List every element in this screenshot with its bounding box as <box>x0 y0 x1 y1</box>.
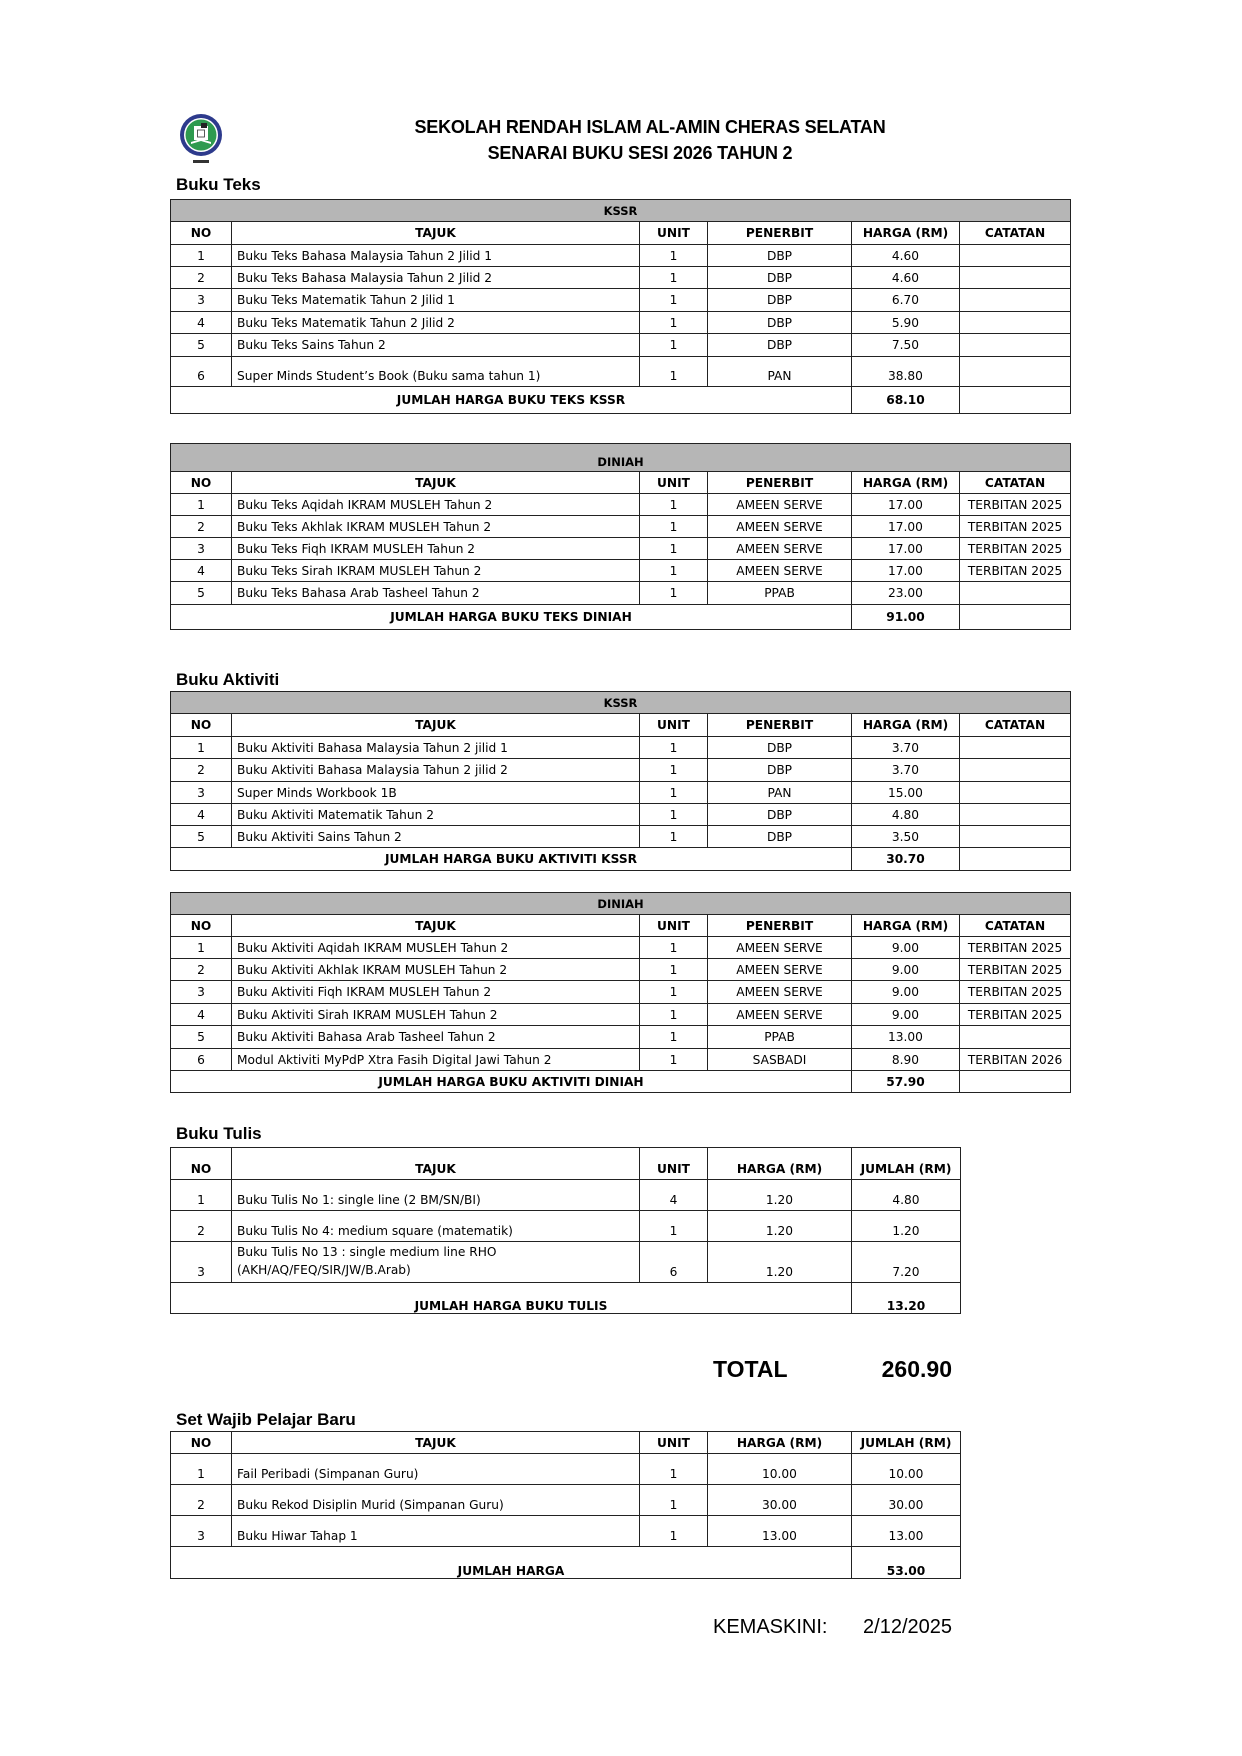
cell-harga: 9.00 <box>852 1004 960 1026</box>
cell-catatan <box>960 312 1071 334</box>
cell-tajuk: Buku Teks Bahasa Malaysia Tahun 2 Jilid 1 <box>232 245 640 267</box>
cell-penerbit: AMEEN SERVE <box>708 516 852 538</box>
cell-tajuk: Buku Teks Matematik Tahun 2 Jilid 1 <box>232 289 640 312</box>
cell-no: 5 <box>171 826 232 848</box>
cell-unit: 1 <box>640 289 708 312</box>
cell-unit: 1 <box>640 1454 708 1485</box>
cell-catatan: TERBITAN 2026 <box>960 1049 1071 1071</box>
col-penerbit: PENERBIT <box>708 472 852 494</box>
cell-penerbit: AMEEN SERVE <box>708 959 852 981</box>
cell-harga: 4.60 <box>852 245 960 267</box>
col-unit: UNIT <box>640 222 708 245</box>
cell-harga: 7.50 <box>852 334 960 357</box>
cell-unit: 1 <box>640 334 708 357</box>
tajuk-line-2: (AKH/AQ/FEQ/SIR/JW/B.Arab) <box>237 1263 411 1277</box>
cell-no: 2 <box>171 1485 232 1516</box>
cell-no: 4 <box>171 560 232 582</box>
cell-tajuk: Buku Aktiviti Bahasa Malaysia Tahun 2 jilid 2 <box>232 759 640 782</box>
cell-tajuk: Buku Teks Bahasa Malaysia Tahun 2 Jilid 2 <box>232 267 640 289</box>
col-catatan: CATATAN <box>960 222 1071 245</box>
cell-tajuk: Buku Hiwar Tahap 1 <box>232 1516 640 1547</box>
cell-jumlah: 4.80 <box>852 1180 961 1211</box>
cell-tajuk: Fail Peribadi (Simpanan Guru) <box>232 1454 640 1485</box>
cell-penerbit: AMEEN SERVE <box>708 494 852 516</box>
cell-tajuk: Buku Aktiviti Bahasa Malaysia Tahun 2 jilid 1 <box>232 737 640 759</box>
grand-total-label: TOTAL <box>713 1356 788 1382</box>
col-no: NO <box>171 222 232 245</box>
col-unit: UNIT <box>640 915 708 937</box>
col-unit: UNIT <box>640 1148 708 1180</box>
cell-no: 2 <box>171 959 232 981</box>
col-penerbit: PENERBIT <box>708 222 852 245</box>
col-unit: UNIT <box>640 472 708 494</box>
cell-catatan: TERBITAN 2025 <box>960 494 1071 516</box>
col-no: NO <box>171 714 232 737</box>
table-row <box>171 312 1071 334</box>
table-buku-teks-kssr <box>170 199 1071 414</box>
band-diniah: DINIAH <box>171 444 1071 472</box>
col-harga: HARGA (RM) <box>852 714 960 737</box>
total-value: 13.20 <box>852 1283 961 1314</box>
cell-penerbit: DBP <box>708 826 852 848</box>
cell-penerbit: AMEEN SERVE <box>708 981 852 1004</box>
cell-no: 3 <box>171 538 232 560</box>
updated-label: KEMASKINI: <box>713 1616 828 1638</box>
cell-harga: 1.20 <box>708 1211 852 1242</box>
total-label: JUMLAH HARGA BUKU TEKS KSSR <box>171 387 852 414</box>
cell-penerbit: AMEEN SERVE <box>708 1004 852 1026</box>
cell-catatan: TERBITAN 2025 <box>960 516 1071 538</box>
cell-tajuk: Buku Teks Sains Tahun 2 <box>232 334 640 357</box>
cell-no: 1 <box>171 494 232 516</box>
column-header-row <box>171 472 1071 494</box>
table-row <box>171 1516 961 1547</box>
cell-tajuk: Buku Rekod Disiplin Murid (Simpanan Guru) <box>232 1485 640 1516</box>
table-buku-teks-diniah <box>170 443 1071 630</box>
section-heading-buku-teks: Buku Teks <box>176 175 261 194</box>
col-tajuk: TAJUK <box>232 714 640 737</box>
cell-catatan <box>960 737 1071 759</box>
col-tajuk: TAJUK <box>232 915 640 937</box>
cell-tajuk: Super Minds Student’s Book (Buku sama tahun 1) <box>232 357 640 387</box>
total-label: JUMLAH HARGA BUKU TEKS DINIAH <box>171 605 852 630</box>
empty-cell <box>960 387 1071 414</box>
column-header-row <box>171 1432 961 1454</box>
cell-harga: 13.00 <box>852 1026 960 1049</box>
cell-tajuk: Buku Teks Matematik Tahun 2 Jilid 2 <box>232 312 640 334</box>
cell-no: 1 <box>171 737 232 759</box>
table-row <box>171 1180 961 1211</box>
cell-harga: 4.60 <box>852 267 960 289</box>
cell-no: 4 <box>171 312 232 334</box>
cell-harga: 3.70 <box>852 759 960 782</box>
table-row <box>171 1485 961 1516</box>
cell-harga: 17.00 <box>852 538 960 560</box>
column-header-row <box>171 915 1071 937</box>
cell-unit: 1 <box>640 516 708 538</box>
cell-catatan <box>960 1026 1071 1049</box>
empty-cell <box>960 848 1071 871</box>
col-catatan: CATATAN <box>960 714 1071 737</box>
cell-catatan: TERBITAN 2025 <box>960 981 1071 1004</box>
cell-harga: 10.00 <box>708 1454 852 1485</box>
cell-penerbit: PPAB <box>708 582 852 605</box>
column-header-row <box>171 714 1071 737</box>
column-header-row <box>171 222 1071 245</box>
cell-tajuk: Buku Aktiviti Aqidah IKRAM MUSLEH Tahun 2 <box>232 937 640 959</box>
cell-unit: 1 <box>640 737 708 759</box>
col-catatan: CATATAN <box>960 915 1071 937</box>
col-harga: HARGA (RM) <box>852 915 960 937</box>
cell-harga: 9.00 <box>852 937 960 959</box>
cell-harga: 38.80 <box>852 357 960 387</box>
cell-unit: 1 <box>640 1049 708 1071</box>
col-jumlah: JUMLAH (RM) <box>852 1432 961 1454</box>
cell-catatan: TERBITAN 2025 <box>960 560 1071 582</box>
empty-cell <box>960 605 1071 630</box>
cell-unit: 1 <box>640 1004 708 1026</box>
col-no: NO <box>171 1432 232 1454</box>
cell-harga: 5.90 <box>852 312 960 334</box>
table-row <box>171 826 1071 848</box>
total-row <box>171 848 1071 871</box>
cell-harga: 13.00 <box>708 1516 852 1547</box>
cell-tajuk: Buku Aktiviti Matematik Tahun 2 <box>232 804 640 826</box>
cell-no: 1 <box>171 1454 232 1485</box>
cell-unit: 1 <box>640 826 708 848</box>
cell-penerbit: PPAB <box>708 1026 852 1049</box>
cell-penerbit: PAN <box>708 782 852 804</box>
cell-unit: 1 <box>640 1026 708 1049</box>
col-harga: HARGA (RM) <box>852 222 960 245</box>
cell-no: 2 <box>171 516 232 538</box>
cell-catatan: TERBITAN 2025 <box>960 937 1071 959</box>
cell-catatan <box>960 289 1071 312</box>
cell-tajuk: Buku Tulis No 4: medium square (matematik) <box>232 1211 640 1242</box>
table-row <box>171 516 1071 538</box>
cell-harga: 8.90 <box>852 1049 960 1071</box>
table-row <box>171 737 1071 759</box>
total-value: 30.70 <box>852 848 960 871</box>
cell-harga: 1.20 <box>708 1242 852 1283</box>
total-row <box>171 1283 961 1314</box>
table-row <box>171 1049 1071 1071</box>
cell-unit: 1 <box>640 1516 708 1547</box>
band-kssr: KSSR <box>171 200 1071 222</box>
cell-no: 4 <box>171 1004 232 1026</box>
cell-unit: 1 <box>640 582 708 605</box>
cell-tajuk: Buku Teks Bahasa Arab Tasheel Tahun 2 <box>232 582 640 605</box>
column-header-row <box>171 1148 961 1180</box>
table-row <box>171 334 1071 357</box>
section-heading-set-wajib: Set Wajib Pelajar Baru <box>176 1410 356 1429</box>
col-no: NO <box>171 915 232 937</box>
cell-no: 3 <box>171 1516 232 1547</box>
cell-unit: 1 <box>640 804 708 826</box>
total-label: JUMLAH HARGA BUKU AKTIVITI KSSR <box>171 848 852 871</box>
cell-no: 3 <box>171 981 232 1004</box>
col-no: NO <box>171 472 232 494</box>
cell-no: 3 <box>171 782 232 804</box>
cell-tajuk: Buku Teks Sirah IKRAM MUSLEH Tahun 2 <box>232 560 640 582</box>
cell-harga: 3.70 <box>852 737 960 759</box>
cell-no: 4 <box>171 804 232 826</box>
updated-date: 2/12/2025 <box>863 1616 952 1638</box>
cell-harga: 3.50 <box>852 826 960 848</box>
total-row <box>171 605 1071 630</box>
cell-harga: 17.00 <box>852 560 960 582</box>
cell-no: 1 <box>171 937 232 959</box>
empty-cell <box>960 1071 1071 1093</box>
table-row <box>171 804 1071 826</box>
table-row <box>171 759 1071 782</box>
cell-jumlah: 10.00 <box>852 1454 961 1485</box>
cell-catatan: TERBITAN 2025 <box>960 959 1071 981</box>
table-row <box>171 937 1071 959</box>
cell-catatan <box>960 357 1071 387</box>
cell-jumlah: 1.20 <box>852 1211 961 1242</box>
col-no: NO <box>171 1148 232 1180</box>
col-unit: UNIT <box>640 1432 708 1454</box>
cell-harga: 9.00 <box>852 981 960 1004</box>
band-diniah: DINIAH <box>171 893 1071 915</box>
table-row <box>171 1211 961 1242</box>
cell-unit: 1 <box>640 1211 708 1242</box>
cell-unit: 1 <box>640 560 708 582</box>
cell-penerbit: DBP <box>708 267 852 289</box>
col-tajuk: TAJUK <box>232 472 640 494</box>
table-row <box>171 357 1071 387</box>
cell-tajuk: Buku Tulis No 1: single line (2 BM/SN/BI) <box>232 1180 640 1211</box>
cell-tajuk: Buku Teks Fiqh IKRAM MUSLEH Tahun 2 <box>232 538 640 560</box>
col-penerbit: PENERBIT <box>708 915 852 937</box>
table-row <box>171 494 1071 516</box>
total-label: JUMLAH HARGA BUKU TULIS <box>171 1283 852 1314</box>
table-row <box>171 1026 1071 1049</box>
cell-no: 1 <box>171 245 232 267</box>
table-row <box>171 1004 1071 1026</box>
table-row <box>171 1242 961 1283</box>
table-row <box>171 782 1071 804</box>
cell-unit: 1 <box>640 981 708 1004</box>
total-row <box>171 387 1071 414</box>
list-title: SENARAI BUKU SESI 2026 TAHUN 2 <box>487 143 793 163</box>
cell-no: 5 <box>171 582 232 605</box>
cell-no: 3 <box>171 1242 232 1283</box>
total-value: 57.90 <box>852 1071 960 1093</box>
cell-jumlah: 13.00 <box>852 1516 961 1547</box>
cell-tajuk: Buku Aktiviti Fiqh IKRAM MUSLEH Tahun 2 <box>232 981 640 1004</box>
school-name: SEKOLAH RENDAH ISLAM AL-AMIN CHERAS SELATAN <box>414 117 886 137</box>
cell-penerbit: DBP <box>708 312 852 334</box>
col-tajuk: TAJUK <box>232 222 640 245</box>
grand-total-value: 260.90 <box>881 1356 952 1382</box>
cell-no: 2 <box>171 1211 232 1242</box>
cell-penerbit: DBP <box>708 759 852 782</box>
col-tajuk: TAJUK <box>232 1432 640 1454</box>
cell-jumlah: 7.20 <box>852 1242 961 1283</box>
cell-tajuk <box>232 1242 640 1283</box>
cell-penerbit: DBP <box>708 245 852 267</box>
table-row <box>171 245 1071 267</box>
cell-unit: 1 <box>640 782 708 804</box>
cell-harga: 30.00 <box>708 1485 852 1516</box>
cell-penerbit: AMEEN SERVE <box>708 538 852 560</box>
cell-penerbit: DBP <box>708 289 852 312</box>
cell-unit: 1 <box>640 538 708 560</box>
cell-harga: 1.20 <box>708 1180 852 1211</box>
table-row <box>171 959 1071 981</box>
total-label: JUMLAH HARGA <box>171 1547 852 1579</box>
cell-catatan <box>960 582 1071 605</box>
cell-unit: 1 <box>640 1485 708 1516</box>
table-buku-aktiviti-kssr <box>170 691 1071 871</box>
cell-no: 5 <box>171 1026 232 1049</box>
cell-no: 3 <box>171 289 232 312</box>
cell-catatan <box>960 759 1071 782</box>
table-row <box>171 1454 961 1485</box>
col-harga: HARGA (RM) <box>708 1148 852 1180</box>
cell-catatan <box>960 826 1071 848</box>
cell-harga: 17.00 <box>852 516 960 538</box>
cell-penerbit: PAN <box>708 357 852 387</box>
cell-catatan <box>960 267 1071 289</box>
cell-unit: 1 <box>640 267 708 289</box>
cell-catatan: TERBITAN 2025 <box>960 1004 1071 1026</box>
cell-unit: 1 <box>640 759 708 782</box>
section-heading-buku-aktiviti: Buku Aktiviti <box>176 670 280 689</box>
col-penerbit: PENERBIT <box>708 714 852 737</box>
cell-tajuk: Modul Aktiviti MyPdP Xtra Fasih Digital Jawi Tahun 2 <box>232 1049 640 1071</box>
cell-jumlah: 30.00 <box>852 1485 961 1516</box>
total-value: 53.00 <box>852 1547 961 1579</box>
cell-tajuk: Buku Aktiviti Sirah IKRAM MUSLEH Tahun 2 <box>232 1004 640 1026</box>
cell-no: 2 <box>171 267 232 289</box>
table-row <box>171 289 1071 312</box>
table-row <box>171 538 1071 560</box>
cell-unit: 1 <box>640 494 708 516</box>
cell-penerbit: SASBADI <box>708 1049 852 1071</box>
cell-tajuk: Buku Teks Aqidah IKRAM MUSLEH Tahun 2 <box>232 494 640 516</box>
cell-catatan <box>960 245 1071 267</box>
cell-no: 1 <box>171 1180 232 1211</box>
col-jumlah: JUMLAH (RM) <box>852 1148 961 1180</box>
cell-tajuk: Buku Aktiviti Bahasa Arab Tasheel Tahun 2 <box>232 1026 640 1049</box>
cell-no: 6 <box>171 357 232 387</box>
total-row <box>171 1547 961 1579</box>
cell-harga: 23.00 <box>852 582 960 605</box>
cell-unit: 1 <box>640 245 708 267</box>
cell-no: 6 <box>171 1049 232 1071</box>
cell-unit: 1 <box>640 357 708 387</box>
cell-harga: 15.00 <box>852 782 960 804</box>
table-buku-aktiviti-diniah <box>170 892 1071 1093</box>
cell-tajuk: Buku Teks Akhlak IKRAM MUSLEH Tahun 2 <box>232 516 640 538</box>
cell-no: 2 <box>171 759 232 782</box>
total-row <box>171 1071 1071 1093</box>
cell-catatan <box>960 782 1071 804</box>
cell-harga: 6.70 <box>852 289 960 312</box>
school-crest-logo <box>178 113 224 165</box>
cell-tajuk: Buku Aktiviti Sains Tahun 2 <box>232 826 640 848</box>
cell-penerbit: AMEEN SERVE <box>708 560 852 582</box>
col-unit: UNIT <box>640 714 708 737</box>
cell-unit: 4 <box>640 1180 708 1211</box>
table-row <box>171 267 1071 289</box>
tajuk-line-1: Buku Tulis No 13 : single medium line RHO <box>237 1245 497 1259</box>
table-row <box>171 981 1071 1004</box>
cell-unit: 6 <box>640 1242 708 1283</box>
cell-catatan <box>960 334 1071 357</box>
band-kssr: KSSR <box>171 692 1071 714</box>
table-row <box>171 560 1071 582</box>
col-harga: HARGA (RM) <box>708 1432 852 1454</box>
total-label: JUMLAH HARGA BUKU AKTIVITI DINIAH <box>171 1071 852 1093</box>
section-heading-buku-tulis: Buku Tulis <box>176 1124 262 1143</box>
col-tajuk: TAJUK <box>232 1148 640 1180</box>
cell-tajuk: Buku Aktiviti Akhlak IKRAM MUSLEH Tahun 2 <box>232 959 640 981</box>
cell-penerbit: DBP <box>708 804 852 826</box>
cell-harga: 9.00 <box>852 959 960 981</box>
total-value: 68.10 <box>852 387 960 414</box>
cell-catatan: TERBITAN 2025 <box>960 538 1071 560</box>
col-catatan: CATATAN <box>960 472 1071 494</box>
cell-harga: 4.80 <box>852 804 960 826</box>
cell-penerbit: DBP <box>708 737 852 759</box>
cell-unit: 1 <box>640 312 708 334</box>
total-value: 91.00 <box>852 605 960 630</box>
cell-unit: 1 <box>640 937 708 959</box>
cell-tajuk: Super Minds Workbook 1B <box>232 782 640 804</box>
cell-no: 5 <box>171 334 232 357</box>
table-buku-tulis <box>170 1147 961 1314</box>
table-row <box>171 582 1071 605</box>
table-set-wajib <box>170 1431 961 1579</box>
cell-unit: 1 <box>640 959 708 981</box>
cell-penerbit: DBP <box>708 334 852 357</box>
cell-penerbit: AMEEN SERVE <box>708 937 852 959</box>
cell-catatan <box>960 804 1071 826</box>
cell-harga: 17.00 <box>852 494 960 516</box>
col-harga: HARGA (RM) <box>852 472 960 494</box>
